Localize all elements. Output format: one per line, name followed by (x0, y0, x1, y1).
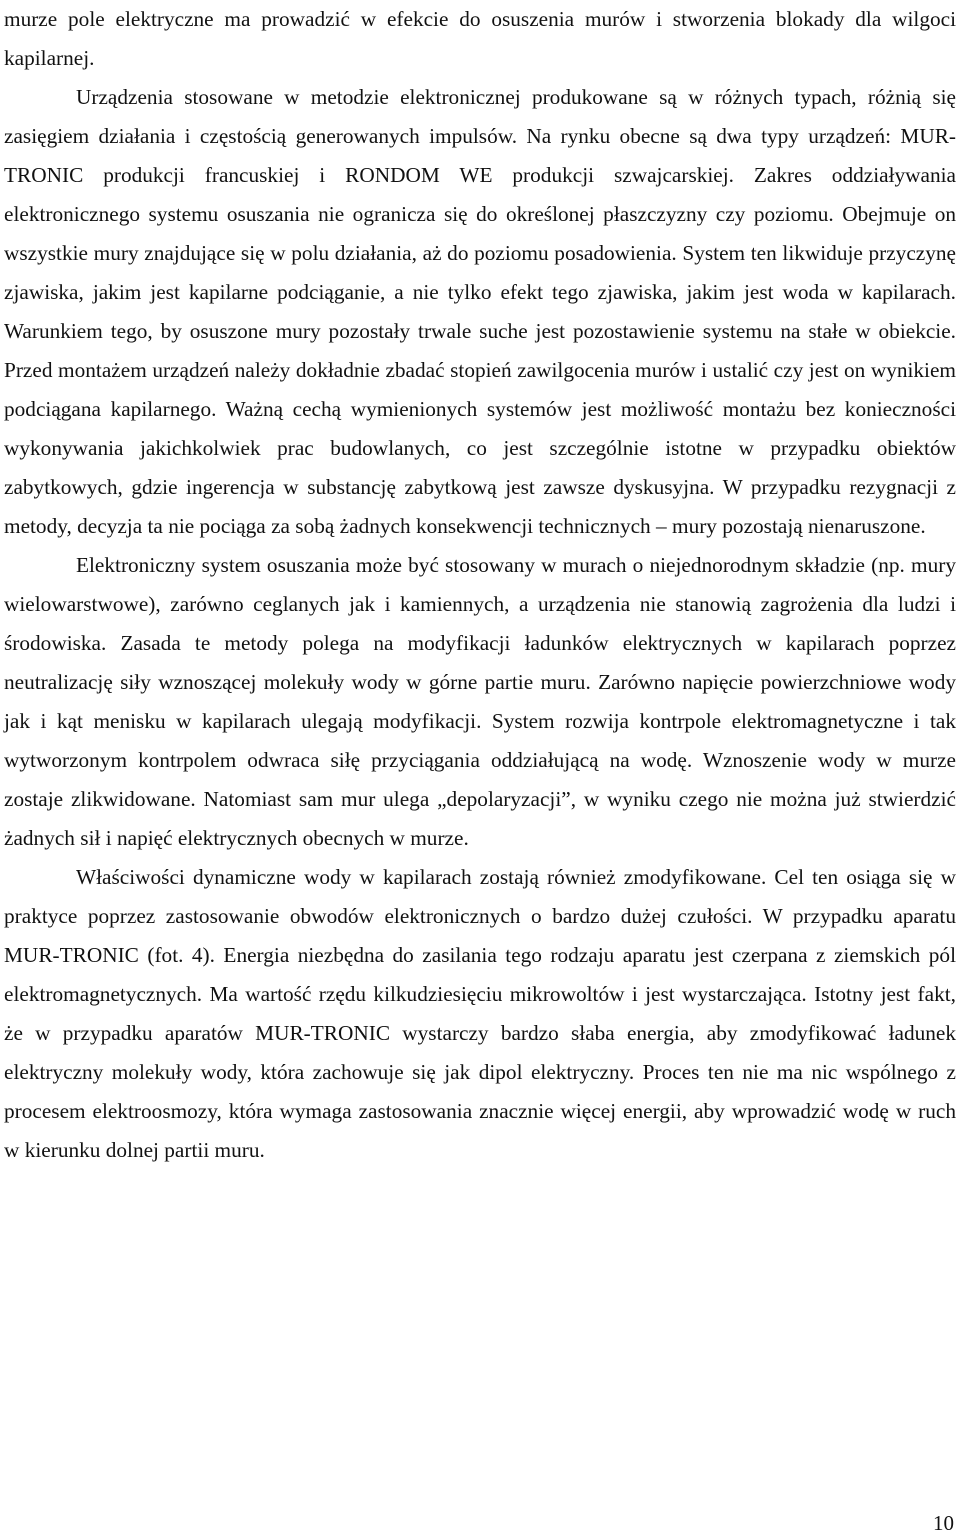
paragraph-1: murze pole elektryczne ma prowadzić w efekcie do osuszenia murów i stworzenia blokady dla wilgoci kapilarnej. (4, 7, 956, 70)
body-text (4, 0, 956, 1170)
page-number: 10 (933, 1511, 954, 1535)
paragraph-2: Urządzenia stosowane w metodzie elektronicznej produkowane są w różnych typach, różnią się zasięgiem działania i częstością generowanych impulsów. Na rynku obecne są dwa typy urządzeń: MUR-TRONIC produkcji francuskiej i RONDOM WE produkcji szwajcarskiej. Zakres oddziaływania elektronicznego systemu osuszania nie ogranicza się do określonej płaszczyzny czy poziomu. Obejmuje on wszystkie mury znajdujące się w polu działania, aż do poziomu posadowienia. System ten likwiduje przyczynę zjawiska, jakim jest kapilarne podciąganie, a nie tylko efekt tego zjawiska, jakim jest woda w kapilarach. Warunkiem tego, by osuszone mury pozostały trwale suche jest pozostawienie systemu na stałe w obiekcie. Przed montażem urządzeń należy dokładnie zbadać stopień zawilgocenia murów i ustalić czy jest on wynikiem podciągana kapilarnego. Ważną cechą wymienionych systemów jest możliwość montażu bez konieczności wykonywania jakichkolwiek prac budowlanych, co jest szczególnie istotne w przypadku obiektów zabytkowych, gdzie ingerencja w substancję zabytkową jest zawsze dyskusyjna. W przypadku rezygnacji z metody, decyzja ta nie pociąga za sobą żadnych konsekwencji technicznych – mury pozostają nienaruszone. (4, 85, 956, 538)
paragraph-4: Właściwości dynamiczne wody w kapilarach zostają również zmodyfikowane. Cel ten osiąga się w praktyce poprzez zastosowanie obwodów elektronicznych o bardzo dużej czułości. W przypadku aparatu MUR-TRONIC (fot. 4). Energia niezbędna do zasilania tego rodzaju aparatu jest czerpana z ziemskich pól elektromagnetycznych. Ma wartość rzędu kilkudziesięciu mikrowoltów i jest wystarczająca. Istotny jest fakt, że w przypadku aparatów MUR-TRONIC wystarczy bardzo słaba energia, aby zmodyfikować ładunek elektryczny molekuły wody, która zachowuje się jak dipol elektryczny. Proces ten nie ma nic wspólnego z procesem elektroosmozy, która wymaga zastosowania znacznie więcej energii, aby wprowadzić wodę w ruch w kierunku dolnej partii muru. (4, 865, 956, 1162)
paragraph-3: Elektroniczny system osuszania może być stosowany w murach o niejednorodnym składzie (np. mury wielowarstwowe), zarówno ceglanych jak i kamiennych, a urządzenia nie stanowią zagrożenia dla ludzi i środowiska. Zasada te metody polega na modyfikacji ładunków elektrycznych w kapilarach poprzez neutralizację siły wznoszącej molekuły wody w górne partie muru. Zarówno napięcie powierzchniowe wody jak i kąt menisku w kapilarach ulegają modyfikacji. System rozwija kontrpole elektromagnetyczne i tak wytworzonym kontrpolem odwraca siłę przyciągania oddziałującą na wodę. Wznoszenie wody w murze zostaje zlikwidowane. Natomiast sam mur ulega „depolaryzacji”, w wyniku czego nie można już stwierdzić żadnych sił i napięć elektrycznych obecnych w murze. (4, 553, 956, 850)
